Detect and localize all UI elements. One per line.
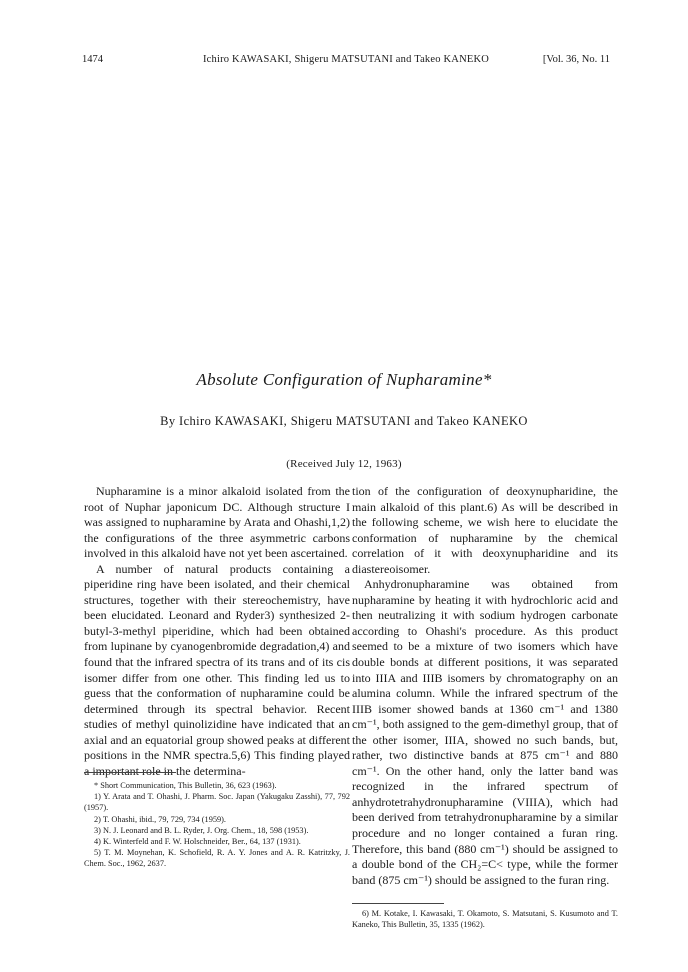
article-title: Absolute Configuration of Nupharamine* [196,370,492,389]
footnote: 6) M. Kotake, I. Kawasaki, T. Okamoto, S. Matsutani, S. Kusumoto and T. Kaneko, This Bulletin, 35, 1335 (1962). [352,909,618,930]
footnote: 3) N. J. Leonard and B. L. Ryder, J. Org. Chem., 18, 598 (1953). [94,825,309,835]
article-byline: By Ichiro KAWASAKI, Shigeru MATSUTANI and Takeo KANEKO [160,414,528,428]
footnote-divider [352,903,444,904]
footnote: 1) Y. Arata and T. Ohashi, J. Pharm. Soc. Japan (Yakugaku Zasshi), 77, 792 (1957). [84,792,350,813]
footnote: 5) T. M. Moynehan, K. Schofield, R. A. Y. Jones and A. R. Katritzky, J. Chem. Soc., 1962, 2637. [84,848,350,869]
paragraph: tion of the configuration of deoxynupharidine, the main alkaloid of this plant.6) As will be described in the following scheme, we wish here to elucidate the conformation of nupharamine by the chemical correlation of it with deoxynupharidine and its diastereoisomer. [352,484,618,576]
received-date: (Received July 12, 1963) [286,458,402,470]
footnote: 2) T. Ohashi, ibid., 79, 729, 734 (1959). [94,814,226,824]
running-header [82,54,610,70]
footnote-divider [84,772,176,773]
footnote: * Short Communication, This Bulletin, 36, 623 (1963). [94,781,277,790]
paragraph: Anhydronupharamine was obtained from nupharamine by heating it with hydrochloric acid and then neutralizing it with sodium hydrogen carbonate according to Ohashi's procedure. As this product seemed to be a mixture of two isomers which have double bonds at different positions, it was separated into IIIA and IIIB isomers by chromatography on an alumina column. While the infrared spectrum of the IIIB isomer showed bands at 1360 cm⁻¹ and 1380 cm⁻¹, both assigned to the gem-dimethyl group, that of the other isomer, IIIA, showed no such bands, but, rather, two distinctive bands at 875 cm⁻¹ and 880 cm⁻¹. On the other hand, only the latter band was recognized in the infrared spectrum of anhydrotetrahydronupharamine (VIIIA), which had been derived from tetrahydronupharamine by a similar procedure and no longer contained a furan ring. Therefore, this band (880 cm⁻¹) should be assigned to a double bond of the CH₂=C< type, while the former band (875 cm⁻¹) should be assigned to the furan ring. [352,577,618,887]
footnote: 4) K. Winterfeld and F. W. Holschneider, Ber., 64, 137 (1931). [94,837,301,847]
paragraph: A number of natural products containing a piperidine ring have been isolated, and their chemical structures, together with their stereochemistry, have been elucidated. Leonard and Ryder3) synthesized 2-butyl-3-methyl piperidine, which had been obtained from lupinane by cyanogenbromide degradation,4) and found that the infrared spectra of its trans and of its cis isomer differ from one other. This finding led us to guess that the conformation of nupharamine could be determined through its spectral behavior. Recent studies of methyl quinolizidine have indicated that an axial and an equatorial group showed peaks at different positions in the NMR spectra.5,6) This finding played a important role in the determina- [84,561,350,778]
running-authors: Ichiro KAWASAKI, Shigeru MATSUTANI and Takeo KANEKO [202,54,490,65]
paragraph: Nupharamine is a minor alkaloid isolated from the root of Nuphar japonicum DC. Although structure I was assigned to nupharamine by Arata and Ohashi,1,2) the configurations of the three asymmetric carbons involved in this alkaloid have not yet been ascertained. [84,484,350,561]
footnotes-left [84,780,350,870]
volume-info: [Vol. 36, No. 11 [542,54,610,65]
right-column [352,484,618,888]
left-column [84,484,350,779]
footnotes-right [352,908,618,930]
page-number: 1474 [82,54,103,65]
